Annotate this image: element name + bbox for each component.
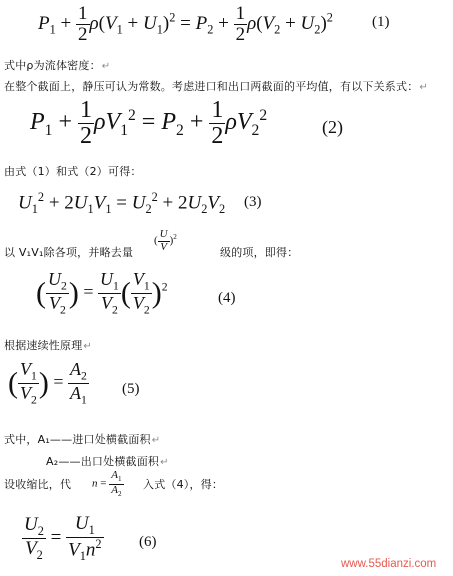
equation-6-number: (6) bbox=[139, 534, 157, 550]
ratio-text-suffix: 入式（4），得： bbox=[143, 478, 224, 491]
from-equations-text: 由式（1）和式（2）可得： bbox=[4, 165, 142, 178]
divide-inline-fraction: ( $\frac{U}{V}$ )$^2$ bbox=[154, 228, 177, 253]
watermark: www.55dianzi.com bbox=[341, 558, 437, 570]
equation-5: ( $\frac{V_1}{V_2}$ ) = $\frac{A_2}{A_1}$ bbox=[8, 359, 87, 407]
divide-text: 以 V₁V₁除各项，并略去量 bbox=[4, 246, 134, 259]
ratio-text: 设收缩比，代 bbox=[4, 478, 72, 491]
continuity-text: 根据速续性原理↵ bbox=[4, 339, 92, 352]
equation-4-number: (4) bbox=[218, 290, 236, 306]
equation-1: $P_1$ + $\frac{1}{2}$ $\rho(V_1 + U_1)^2 = P_2$ + $\frac{1}{2}$ $\rho(V_2 + U_2)^2$ bbox=[38, 3, 333, 45]
equation-3: $U_1^2 + 2U_1V_1 = U_2^2 + 2U_2V_2$ bbox=[18, 190, 226, 217]
a2-definition: A₂——出口处横截面积↵ bbox=[46, 455, 169, 468]
equation-5-number: (5) bbox=[122, 381, 140, 397]
assumption-text: 在整个截面上，静压可认为常数。考虑进口和出口两截面的平均值，有以下关系式：↵ bbox=[4, 80, 428, 93]
rho-definition: 式中ρ为流体密度：↵ bbox=[4, 59, 111, 72]
divide-text-suffix: 级的项，即得： bbox=[220, 246, 299, 259]
equation-3-number: (3) bbox=[244, 194, 262, 210]
equation-2: $P_1$ + $\frac{1}{2}$ $\rho V_1^2 = P_2$ + $\frac{1}{2}$ $\rho V_2^2$ bbox=[30, 97, 268, 150]
equation-2-number: (2) bbox=[322, 117, 343, 137]
ratio-inline-equation: n = $\frac{A_1}{A_2}$ bbox=[92, 469, 122, 498]
where-text: 式中，A₁——进口处横截面积↵ bbox=[4, 433, 161, 446]
equation-1-number: (1) bbox=[372, 14, 390, 30]
equation-4: ( $\frac{U_2}{V_2}$ ) = $\frac{U_1}{V_2}$ ( $\frac{V_1}{V_2}$ )$^2$ bbox=[36, 269, 168, 317]
equation-6: $\frac{U_2}{V_2}$ = $\frac{U_1}{V_1n^2}$ bbox=[24, 513, 102, 563]
